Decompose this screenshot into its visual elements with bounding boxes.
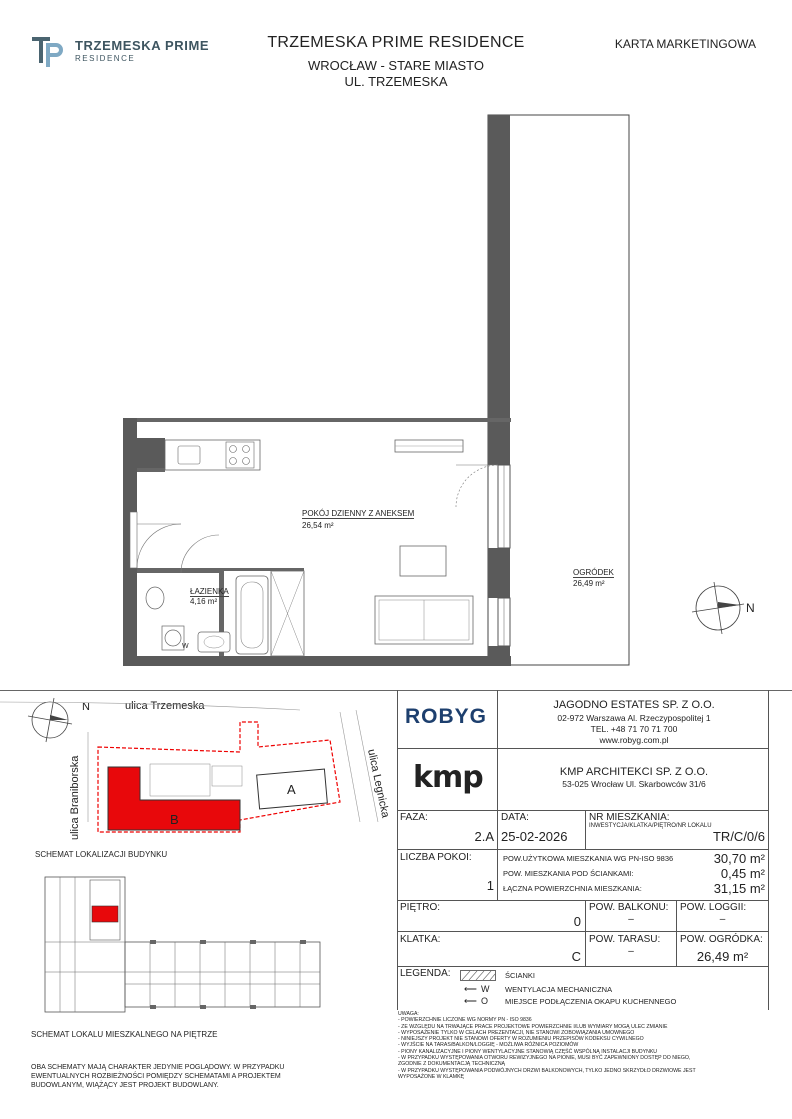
area3-label: ŁĄCZNA POWIERZCHNIA MIESZKANIA: (503, 884, 642, 893)
location-caption: SCHEMAT LOKALIZACJI BUDYNKU (35, 850, 168, 859)
area2-label: POW. MIESZKANIA POD ŚCIANKAMI: (503, 869, 634, 878)
legend-walls: ŚCIANKI (505, 971, 536, 980)
stair-value: C (571, 949, 581, 964)
note-line: - W PRZYPADKU WYSTĘPOWANIA PODWÓJNYCH DRZWI BALKONOWYCH, TYLKO JEDNO SKRZYDŁO DRZWIOWE JEST (398, 1067, 696, 1074)
divider (0, 690, 792, 691)
legend-w-text: WENTYLACJA MECHANICZNA (505, 985, 613, 994)
legend-w-arrow: ⟵ (464, 984, 477, 994)
floor-plan (0, 100, 792, 680)
data-value: 25-02-2026 (501, 829, 568, 844)
terrace-value: – (628, 946, 634, 957)
area3-value: 31,15 m² (713, 881, 765, 896)
floor-scheme (30, 872, 370, 1022)
bathroom-area: 4,16 m² (190, 597, 218, 606)
note-line: - WYPOSAŻENIE TYLKO W CELACH PREZENTACJI, NIE STANOWI ZOBOWIĄZANIA UMOWNEGO (398, 1029, 635, 1036)
developer-name: JAGODNO ESTATES SP. Z O.O. (553, 699, 715, 711)
brand-sub: RESIDENCE (75, 54, 136, 63)
legend-label: LEGENDA: (400, 968, 451, 979)
floor-scheme-caption: SCHEMAT LOKALU MIESZKALNEGO NA PIĘTRZE (31, 1030, 218, 1039)
developer-address: 02-972 Warszawa Al. Rzeczypospolitej 1 (557, 713, 711, 723)
building-b-label: B (170, 812, 179, 827)
plan-compass-n: N (746, 601, 755, 615)
note-line: WYPOSAŻONE W KLAMKĘ (398, 1073, 465, 1080)
rooms-value: 1 (486, 878, 494, 893)
nr-sub: INWESTYCJA/KLATKA/PIĘTRO/NR LOKALU (589, 823, 712, 829)
architect-address: 53-025 Wrocław Ul. Skarbowców 31/6 (562, 779, 706, 789)
walls-hatch-icon (460, 970, 496, 981)
disclaimer: OBA SCHEMATY MAJĄ CHARAKTER JEDYNIE POGLĄDOWY. W PRZYPADKU EWENTUALNYCH ROZBIEŻNOŚCI POMIĘDZY SCHEMATAMI A PROJEKTEM BUDOWLANYM, WIĄŻĄCY JEST PROJEKT BUDOWLANY. (31, 1064, 285, 1089)
note-line: - PIONY KANALIZACYJNE I PIONY WENTYLACYJNE STANOWIĄ CZĘŚĆ WSPÓLNĄ INSTALACJI BUDYNKU (398, 1048, 658, 1055)
area2-value: 0,45 m² (720, 866, 765, 881)
living-room-area: 26,54 m² (302, 521, 334, 530)
note-line: - ZE WZGLĘDU NA TRWAJĄCE PRACE PROJEKTOWE POWIERZCHNIE I/LUB WYMIARY MOGĄ ULEC ZMIANIE (398, 1023, 668, 1030)
legend-w-mark: W (481, 984, 490, 994)
page-title: TRZEMESKA PRIME RESIDENCE (267, 34, 525, 51)
garden-value: 26,49 m² (696, 949, 749, 964)
note-line: - POWIERZCHNIE LICZONE WG NORMY PN - ISO 9836 (398, 1017, 532, 1024)
plan-compass (692, 582, 755, 634)
notes (398, 1011, 768, 1080)
developer-phone: TEL. +48 71 70 71 700 (590, 724, 678, 734)
balcony-label: POW. BALKONU: (589, 902, 669, 913)
loggia-label: POW. LOGGII: (680, 902, 747, 913)
balcony-value: – (628, 914, 634, 925)
street-top: ulica Trzemeska (125, 700, 205, 712)
area1-label: POW.UŻYTKOWA MIESZKANIA WG PN-ISO 9836 (503, 854, 674, 863)
garden-wall (488, 115, 510, 465)
floor-label: PIĘTRO: (400, 902, 441, 913)
location-map (0, 692, 397, 872)
notes-title: UWAGA: (398, 1011, 419, 1017)
data-label: DATA: (501, 812, 529, 823)
garden-area: 26,49 m² (573, 579, 605, 588)
floor-value: 0 (573, 914, 581, 929)
note-line: ZGODNIE Z DOKUMENTACJĄ TECHNICZNĄ (398, 1061, 506, 1068)
architect-name: KMP ARCHITEKCI SP. Z O.O. (559, 766, 709, 778)
robyg-logo: ROBYG (405, 705, 488, 728)
area1-value: 30,70 m² (713, 851, 765, 866)
terrace-label: POW. TARASU: (589, 934, 661, 945)
legend-o-arrow: ⟵ (464, 996, 477, 1006)
note-line: - NINIEJSZY PROJEKT NIE STANOWI OFERTY W ROZUMIENIU PRZEPISÓW KODEKSU CYWILNEGO (398, 1036, 644, 1043)
street-left: ulica Braniborska (69, 755, 81, 840)
rooms-label: LICZBA POKOI: (400, 852, 472, 863)
vent-mark: W (182, 643, 189, 650)
page-street: UL. TRZEMESKA (344, 74, 448, 89)
note-line: - WYJŚCIE NA TARAS/BALKON/LOGGIĘ - MOŻLIWA RÓŻNICA POZIOMÓW (398, 1042, 579, 1049)
apartment-highlight (92, 906, 118, 922)
garden-name: OGRÓDEK (573, 568, 614, 577)
living-room-name: POKÓJ DZIENNY Z ANEKSEM (302, 509, 415, 518)
garden-label: POW. OGRÓDKA: (680, 934, 763, 945)
legend-o-mark: O (481, 996, 489, 1006)
brand-name: TRZEMESKA PRIME (75, 38, 210, 53)
building-a-label: A (287, 782, 296, 797)
faza-label: FAZA: (400, 812, 428, 823)
nr-label: NR MIESZKANIA: (589, 812, 670, 823)
nr-value: TR/C/0/6 (712, 829, 765, 844)
bathroom-name: ŁAZIENKA (190, 587, 229, 596)
kmp-logo: kmp (413, 760, 483, 795)
note-line: - W PRZYPADKU WYSTĘPOWANIA OTWORU REWIZYJNEGO NA PIONIE, MUSI BYĆ ZAPEWNIONY DOSTĘP DO NIEGO, (398, 1055, 691, 1062)
developer-web[interactable]: www.robyg.com.pl (599, 735, 669, 745)
map-compass-n: N (82, 701, 90, 713)
street-right: ulica Legnicka (365, 748, 392, 819)
legend-o-text: MIEJSCE PODŁĄCZENIA OKAPU KUCHENNEGO (505, 997, 677, 1006)
loggia-value: – (719, 914, 726, 925)
faza-value: 2.A (474, 829, 494, 844)
stair-label: KLATKA: (400, 934, 441, 945)
card-type: KARTA MARKETINGOWA (614, 37, 756, 51)
page-city: WROCŁAW - STARE MIASTO (308, 58, 484, 73)
map-compass (28, 698, 72, 742)
